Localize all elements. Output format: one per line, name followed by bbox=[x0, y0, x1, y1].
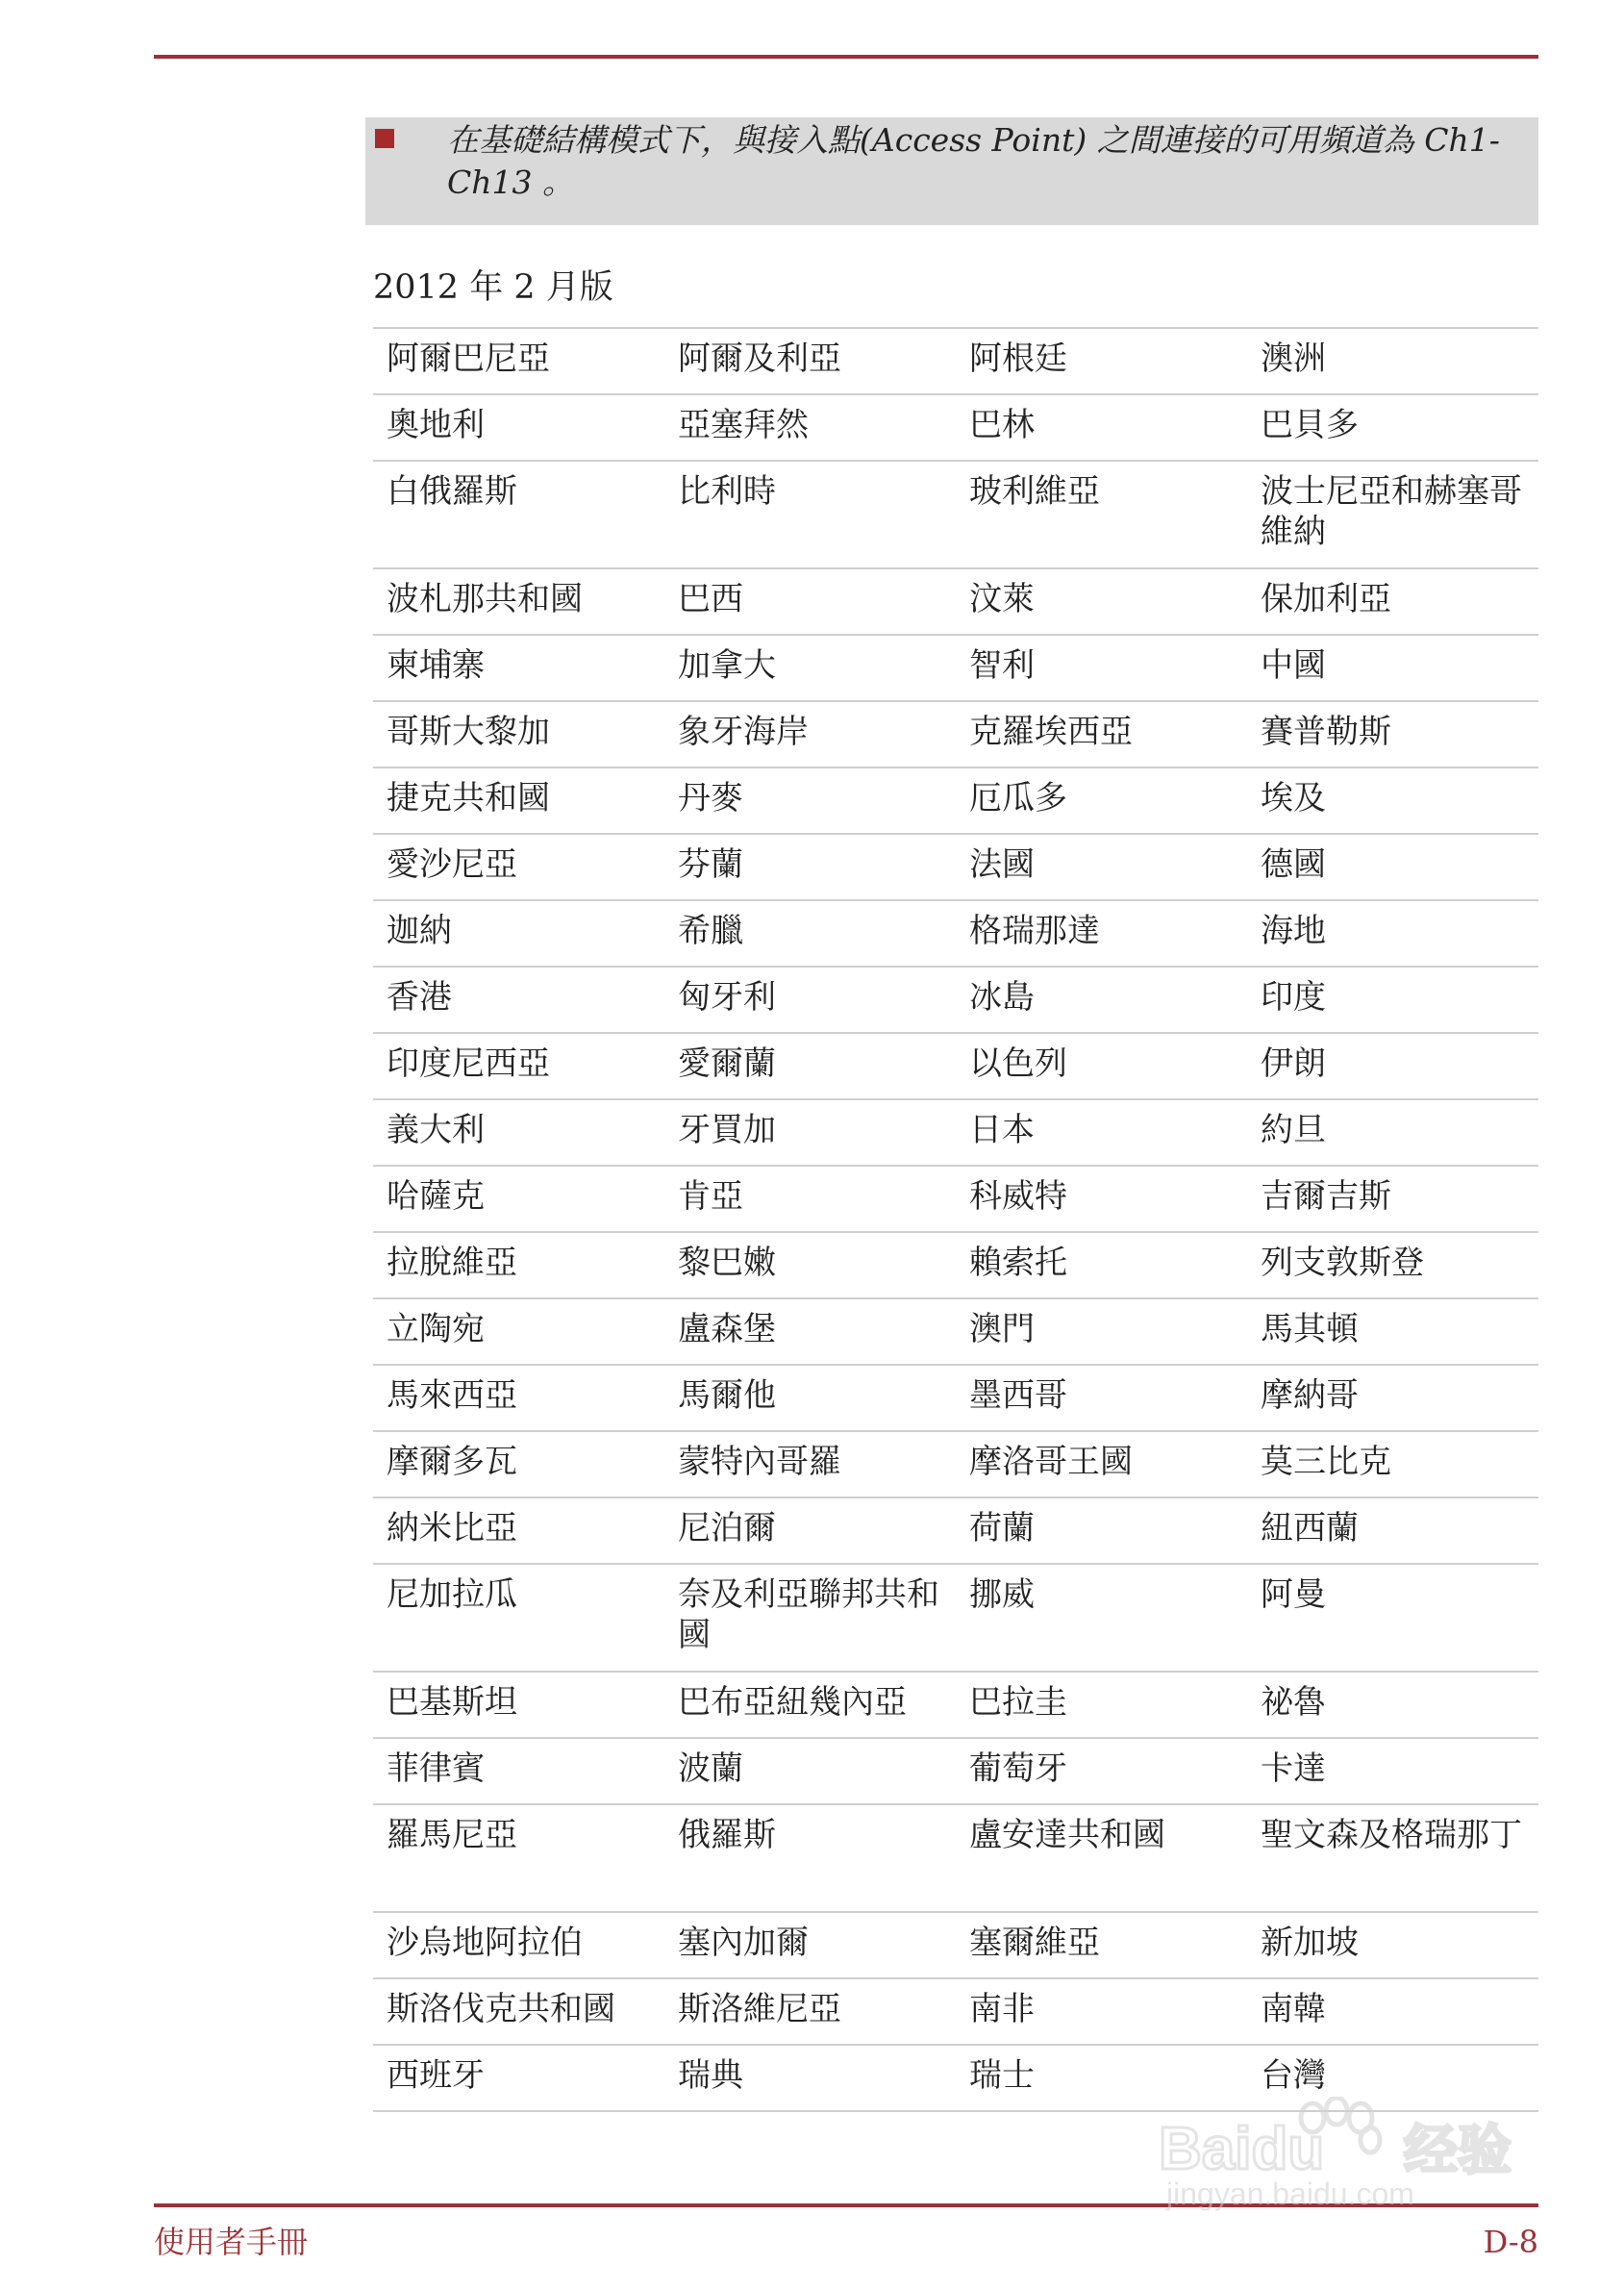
country-cell: 賽普勒斯 bbox=[1247, 701, 1538, 768]
top-rule bbox=[154, 55, 1538, 59]
country-cell: 莫三比克 bbox=[1247, 1431, 1538, 1497]
country-cell: 印度 bbox=[1247, 967, 1538, 1033]
table-row bbox=[373, 1497, 1538, 1564]
watermark-brand: Baidu bbox=[1159, 2116, 1325, 2182]
country-cell: 阿爾及利亞 bbox=[664, 328, 956, 394]
table-row bbox=[373, 1166, 1538, 1232]
country-cell: 羅馬尼亞 bbox=[373, 1804, 664, 1912]
note-text: 在基礎結構模式下，與接入點(Access Point) 之間連接的可用頻道為 Ch1-Ch13 。 bbox=[447, 121, 1500, 201]
country-cell: 俄羅斯 bbox=[664, 1804, 956, 1912]
country-cell: 德國 bbox=[1247, 834, 1538, 900]
baidu-watermark-logo bbox=[1159, 2097, 1543, 2212]
country-cell: 南非 bbox=[956, 1978, 1247, 2045]
country-cell: 盧森堡 bbox=[664, 1298, 956, 1365]
country-cell: 象牙海岸 bbox=[664, 701, 956, 768]
table-row bbox=[373, 1672, 1538, 1738]
country-cell: 瑞典 bbox=[664, 2045, 956, 2111]
table-row bbox=[373, 1232, 1538, 1298]
country-cell: 肯亞 bbox=[664, 1166, 956, 1232]
country-cell: 阿根廷 bbox=[956, 328, 1247, 394]
country-cell: 紐西蘭 bbox=[1247, 1497, 1538, 1564]
country-cell: 菲律賓 bbox=[373, 1738, 664, 1804]
table-row bbox=[373, 1099, 1538, 1166]
country-cell: 瑞士 bbox=[956, 2045, 1247, 2111]
country-cell: 波蘭 bbox=[664, 1738, 956, 1804]
country-cell: 義大利 bbox=[373, 1099, 664, 1166]
country-cell: 哥斯大黎加 bbox=[373, 701, 664, 768]
country-cell: 拉脫維亞 bbox=[373, 1232, 664, 1298]
table-row bbox=[373, 900, 1538, 967]
country-cell: 希臘 bbox=[664, 900, 956, 967]
country-table-body bbox=[373, 328, 1538, 2111]
country-cell: 塞爾維亞 bbox=[956, 1912, 1247, 1978]
country-cell: 智利 bbox=[956, 635, 1247, 701]
country-cell: 馬其頓 bbox=[1247, 1298, 1538, 1365]
country-table bbox=[373, 327, 1538, 2112]
table-row bbox=[373, 568, 1538, 635]
country-cell: 摩洛哥王國 bbox=[956, 1431, 1247, 1497]
country-cell: 迦納 bbox=[373, 900, 664, 967]
table-row bbox=[373, 394, 1538, 461]
country-cell: 捷克共和國 bbox=[373, 768, 664, 834]
country-cell: 克羅埃西亞 bbox=[956, 701, 1247, 768]
country-cell: 聖文森及格瑞那丁 bbox=[1247, 1804, 1538, 1912]
table-row bbox=[373, 1912, 1538, 1978]
country-cell: 冰島 bbox=[956, 967, 1247, 1033]
country-cell: 波士尼亞和赫塞哥維納 bbox=[1247, 461, 1538, 568]
table-row bbox=[373, 461, 1538, 568]
table-row bbox=[373, 967, 1538, 1033]
country-cell: 亞塞拜然 bbox=[664, 394, 956, 461]
country-cell: 伊朗 bbox=[1247, 1033, 1538, 1099]
country-cell: 芬蘭 bbox=[664, 834, 956, 900]
country-cell: 保加利亞 bbox=[1247, 568, 1538, 635]
edition-label: 2012 年 2 月版 bbox=[373, 268, 613, 307]
country-cell: 盧安達共和國 bbox=[956, 1804, 1247, 1912]
country-cell: 葡萄牙 bbox=[956, 1738, 1247, 1804]
country-cell: 墨西哥 bbox=[956, 1365, 1247, 1431]
country-cell: 中國 bbox=[1247, 635, 1538, 701]
country-cell: 台灣 bbox=[1247, 2045, 1538, 2111]
country-cell: 蒙特內哥羅 bbox=[664, 1431, 956, 1497]
country-cell: 法國 bbox=[956, 834, 1247, 900]
country-cell: 厄瓜多 bbox=[956, 768, 1247, 834]
country-cell: 新加坡 bbox=[1247, 1912, 1538, 1978]
country-cell: 匈牙利 bbox=[664, 967, 956, 1033]
table-row bbox=[373, 1978, 1538, 2045]
table-row bbox=[373, 701, 1538, 768]
country-cell: 巴貝多 bbox=[1247, 394, 1538, 461]
country-cell: 汶萊 bbox=[956, 568, 1247, 635]
table-row bbox=[373, 768, 1538, 834]
table-row bbox=[373, 834, 1538, 900]
country-cell: 巴西 bbox=[664, 568, 956, 635]
country-cell: 以色列 bbox=[956, 1033, 1247, 1099]
country-cell: 牙買加 bbox=[664, 1099, 956, 1166]
country-cell: 阿爾巴尼亞 bbox=[373, 328, 664, 394]
country-cell: 波札那共和國 bbox=[373, 568, 664, 635]
country-cell: 尼泊爾 bbox=[664, 1497, 956, 1564]
country-cell: 尼加拉瓜 bbox=[373, 1564, 664, 1672]
country-cell: 日本 bbox=[956, 1099, 1247, 1166]
country-cell: 沙烏地阿拉伯 bbox=[373, 1912, 664, 1978]
country-cell: 卡達 bbox=[1247, 1738, 1538, 1804]
country-cell: 香港 bbox=[373, 967, 664, 1033]
country-cell: 吉爾吉斯 bbox=[1247, 1166, 1538, 1232]
watermark-url: jingyan.baidu.com bbox=[1166, 2177, 1414, 2211]
country-cell: 馬來西亞 bbox=[373, 1365, 664, 1431]
country-cell: 丹麥 bbox=[664, 768, 956, 834]
country-cell: 立陶宛 bbox=[373, 1298, 664, 1365]
table-row bbox=[373, 635, 1538, 701]
table-row bbox=[373, 1804, 1538, 1912]
note-bullet-icon bbox=[375, 129, 394, 148]
country-cell: 納米比亞 bbox=[373, 1497, 664, 1564]
watermark-brand-cn: 经验 bbox=[1404, 2120, 1512, 2182]
table-row bbox=[373, 1365, 1538, 1431]
country-cell: 哈薩克 bbox=[373, 1166, 664, 1232]
table-row bbox=[373, 1033, 1538, 1099]
country-cell: 比利時 bbox=[664, 461, 956, 568]
table-row bbox=[373, 1564, 1538, 1672]
country-cell: 愛爾蘭 bbox=[664, 1033, 956, 1099]
country-cell: 巴基斯坦 bbox=[373, 1672, 664, 1738]
country-cell: 巴布亞紐幾內亞 bbox=[664, 1672, 956, 1738]
country-cell: 埃及 bbox=[1247, 768, 1538, 834]
country-cell: 奈及利亞聯邦共和國 bbox=[664, 1564, 956, 1672]
country-cell: 賴索托 bbox=[956, 1232, 1247, 1298]
country-cell: 摩納哥 bbox=[1247, 1365, 1538, 1431]
country-cell: 斯洛伐克共和國 bbox=[373, 1978, 664, 2045]
table-row bbox=[373, 328, 1538, 394]
country-cell: 玻利維亞 bbox=[956, 461, 1247, 568]
country-cell: 馬爾他 bbox=[664, 1365, 956, 1431]
country-cell: 澳門 bbox=[956, 1298, 1247, 1365]
country-cell: 塞內加爾 bbox=[664, 1912, 956, 1978]
country-cell: 格瑞那達 bbox=[956, 900, 1247, 967]
country-cell: 印度尼西亞 bbox=[373, 1033, 664, 1099]
country-cell: 科威特 bbox=[956, 1166, 1247, 1232]
country-cell: 挪威 bbox=[956, 1564, 1247, 1672]
country-cell: 摩爾多瓦 bbox=[373, 1431, 664, 1497]
footer-page-number: D-8 bbox=[1483, 2224, 1538, 2260]
country-cell: 巴林 bbox=[956, 394, 1247, 461]
country-cell: 澳洲 bbox=[1247, 328, 1538, 394]
country-cell: 白俄羅斯 bbox=[373, 461, 664, 568]
country-cell: 南韓 bbox=[1247, 1978, 1538, 2045]
footer-manual-title: 使用者手冊 bbox=[154, 2224, 309, 2260]
country-cell: 海地 bbox=[1247, 900, 1538, 967]
country-cell: 荷蘭 bbox=[956, 1497, 1247, 1564]
country-cell: 西班牙 bbox=[373, 2045, 664, 2111]
country-cell: 祕魯 bbox=[1247, 1672, 1538, 1738]
country-cell: 黎巴嫩 bbox=[664, 1232, 956, 1298]
country-cell: 愛沙尼亞 bbox=[373, 834, 664, 900]
country-cell: 約旦 bbox=[1247, 1099, 1538, 1166]
country-cell: 加拿大 bbox=[664, 635, 956, 701]
country-cell: 奧地利 bbox=[373, 394, 664, 461]
table-row bbox=[373, 1298, 1538, 1365]
country-cell: 列支敦斯登 bbox=[1247, 1232, 1538, 1298]
country-cell: 柬埔寨 bbox=[373, 635, 664, 701]
country-cell: 巴拉圭 bbox=[956, 1672, 1247, 1738]
table-row bbox=[373, 1738, 1538, 1804]
country-cell: 斯洛維尼亞 bbox=[664, 1978, 956, 2045]
table-row bbox=[373, 1431, 1538, 1497]
country-cell: 阿曼 bbox=[1247, 1564, 1538, 1672]
